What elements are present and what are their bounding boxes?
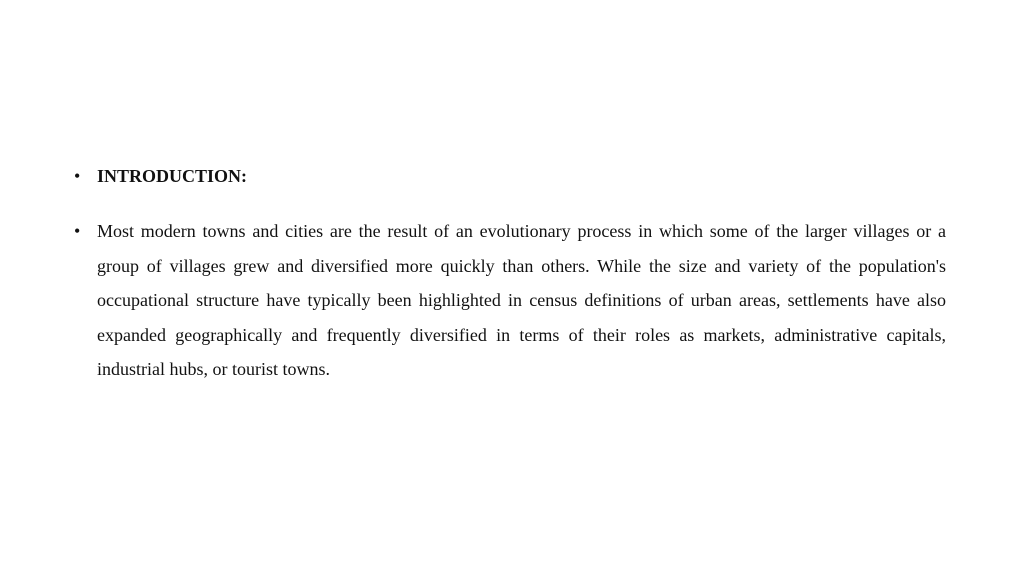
section-heading: INTRODUCTION: (97, 166, 248, 186)
bullet-icon: • (74, 221, 81, 241)
bullet-item-introduction (72, 161, 946, 191)
bullet-item-paragraph (72, 214, 946, 387)
bullet-list (72, 161, 946, 387)
body-paragraph: Most modern towns and cities are the result of an evolutionary process in which some of the larger villages or a group of villages grew and diversified more quickly than others. While the size and variety of the population's occupational structure have typically been highlighted in census definitions of urban areas, settlements have also expanded geographically and frequently diversified in terms of their roles as markets, administrative capitals, industrial hubs, or tourist towns. (97, 221, 946, 379)
bullet-icon: • (74, 166, 81, 186)
